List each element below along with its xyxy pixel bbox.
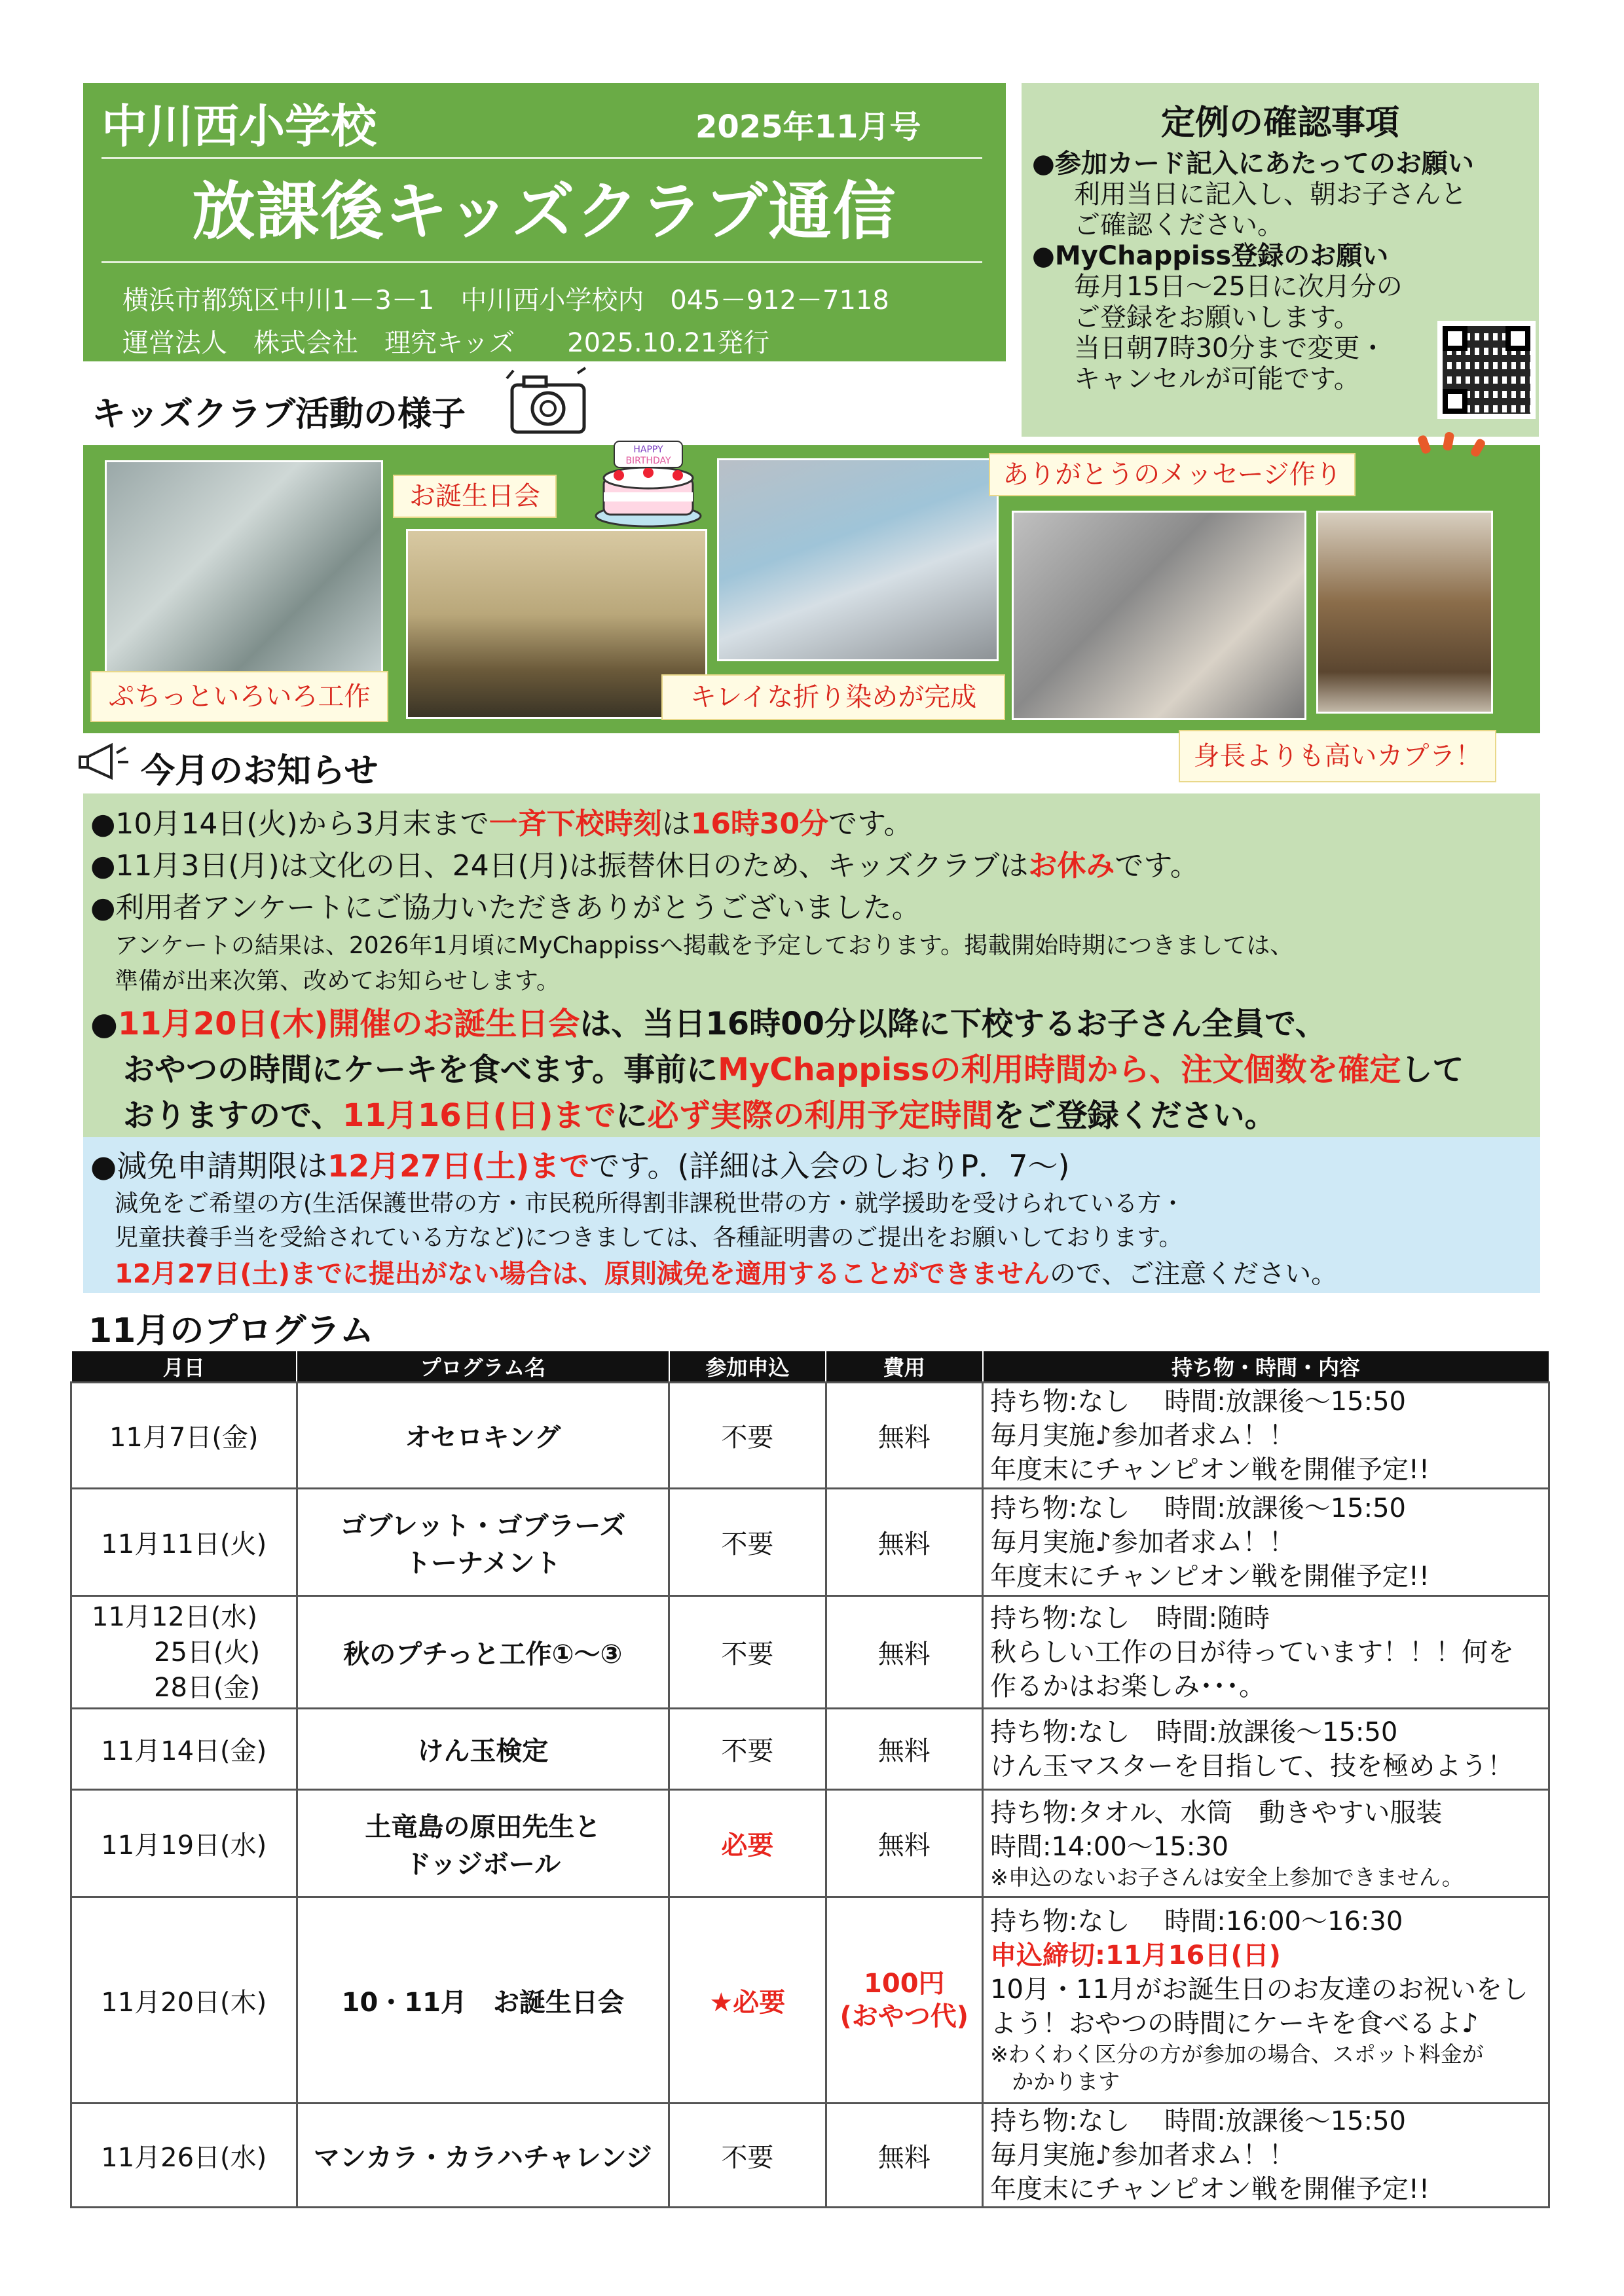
details-cell: 持ち物:タオル、水筒 動きやすい服装 時間:14:00～15:30 ※申込のないお子さんは安全上参加できません。 [983,1790,1549,1897]
program-name-cell: オセロキング [297,1383,669,1489]
caption-kapla: 身長よりも高いカプラ！ [1179,730,1496,782]
date-cell: 11月26日(水) [71,2104,297,2208]
caption-dye: キレイな折り染めが完成 [661,674,1005,720]
photo-kapla-tower [1316,511,1493,714]
qr-code[interactable] [1437,321,1536,419]
school-name: 中川西小学校 [101,100,377,153]
news-subline: 児童扶養手当を受給されている方など)につきましては、各種証明書のご提出をお願いしております。 [115,1224,1183,1251]
cake-text: BIRTHDAY [625,456,671,466]
date-cell: 11月20日(木) [71,1897,297,2104]
fee-cell: 無料 [826,1383,983,1489]
details-cell: 持ち物:なし 時間:随時 秋らしい工作の日が待っています！！！何を 作るかはお楽しみ･･･。 [983,1596,1549,1709]
program-name-cell: 土竜島の原田先生と ドッジボール [297,1790,669,1897]
column-header: 参加申込 [669,1351,826,1383]
apply-cell: 不要 [669,1489,826,1596]
column-header: 月日 [71,1351,297,1383]
date-cell: 11月7日(金) [71,1383,297,1489]
table-row [71,1489,1549,1596]
date-cell: 11月12日(水) 25日(火) 28日(金) [71,1596,297,1709]
news-subline: 準備が出来次第、改めてお知らせします。 [115,968,561,994]
apply-cell: ★必要 [669,1897,826,2104]
address: 横浜市都筑区中川1－3－1 中川西小学校内 045－912－7118 [122,285,889,316]
program-name-cell: 秋のプチっと工作①～③ [297,1596,669,1709]
notice-line: キャンセルが可能です。 [1074,364,1360,394]
caption-birthday: お誕生日会 [393,475,557,518]
operator: 運営法人 株式会社 理究キッズ 2025.10.21発行 [122,328,770,358]
table-row [71,1383,1549,1489]
table-row [71,1709,1549,1790]
table-row [71,1596,1549,1709]
fee-cell: 100円 (おやつ代) [826,1897,983,2104]
news-line: ●11月20日(木)開催のお誕生日会は、当日16時00分以降に下校するお子さん全員で、 [90,1006,1327,1042]
megaphone-icon [79,740,131,786]
table-header-row [71,1351,1549,1383]
news-subline: アンケートの結果は、2026年1月頃にMyChappissへ掲載を予定しております。掲載開始時期につきましては、 [115,932,1294,959]
news-line: おやつの時間にケーキを食べます。事前にMyChappissの利用時間から、注文個数を確定して [123,1051,1464,1088]
fee-cell: 無料 [826,2104,983,2208]
notice-item-head: ●MyChappiss登録のお願い [1032,241,1389,271]
news-section-title: 今月のお知らせ [141,752,378,791]
camera-icon [504,367,589,439]
column-header: 持ち物・時間・内容 [983,1351,1549,1383]
photo-fold-dyeing [717,458,999,661]
activity-section-title: キッズクラブ活動の様子 [92,395,466,434]
notice-line: ご確認ください。 [1074,210,1283,240]
apply-cell: 必要 [669,1790,826,1897]
divider [101,157,982,159]
date-cell: 11月14日(金) [71,1709,297,1790]
newsletter-title: 放課後キッズクラブ通信 [192,175,897,248]
news-subline: 12月27日(土)までに提出がない場合は、原則減免を適用することができませんので、ご注意ください。 [115,1259,1338,1289]
news-line: ●10月14日(火)から3月末まで一斉下校時刻は16時30分です。 [90,807,913,841]
details-cell: 持ち物:なし 時間:放課後～15:50 毎月実施♪参加者求ム！！ 年度末にチャンピオン戦を開催予定!! [983,1489,1549,1596]
fee-cell: 無料 [826,1709,983,1790]
apply-cell: 不要 [669,1596,826,1709]
apply-cell: 不要 [669,1709,826,1790]
program-name-cell: けん玉検定 [297,1709,669,1790]
photo-message-cards [1012,511,1306,720]
birthday-cake-icon [589,432,707,530]
apply-cell: 不要 [669,2104,826,2208]
notice-body [1032,149,1474,395]
apply-cell: 不要 [669,1383,826,1489]
program-name-cell: マンカラ・カラハチャレンジ [297,2104,669,2208]
issue-label: 2025年11月号 [695,109,921,145]
divider [101,261,982,263]
fee-cell: 無料 [826,1489,983,1596]
news-line: ●11月3日(月)は文化の日、24日(月)は振替休日のため、キッズクラブはお休みです。 [90,849,1199,883]
notice-title: 定例の確認事項 [1160,103,1399,143]
news-line: ●減免申請期限は12月27日(土)までです。(詳細は入会のしおりP．7～) [90,1148,1070,1184]
details-cell: 持ち物:なし 時間:放課後～15:50 けん玉マスターを目指して、技を極めよう！ [983,1709,1549,1790]
column-header: プログラム名 [297,1351,669,1383]
sparkle-icon [1414,429,1493,468]
date-cell: 11月19日(水) [71,1790,297,1897]
news-subline: 減免をご希望の方(生活保護世帯の方・市民税所得割非課税世帯の方・就学援助を受けられている方・ [115,1190,1185,1217]
notice-line: ご登録をお願いします。 [1074,302,1360,333]
details-cell: 持ち物:なし 時間:16:00～16:30 申込締切:11月16日(日) 10月・11月がお誕生日のお友達のお祝いをし よう！おやつの時間にケーキを食べるよ♪ ※わくわく区分の方が参加の場合、スポット料金が かかります [983,1897,1549,2104]
date-cell: 11月11日(火) [71,1489,297,1596]
notice-item-head: ●参加カード記入にあたってのお願い [1032,149,1474,179]
newsletter-header [83,83,1006,361]
fee-cell: 無料 [826,1790,983,1897]
caption-craft: ぷちっといろいろ工作 [90,671,388,722]
photo-craft [105,460,383,673]
program-name-cell: ゴブレット・ゴブラーズ トーナメント [297,1489,669,1596]
details-cell: 持ち物:なし 時間:放課後～15:50 毎月実施♪参加者求ム！！ 年度末にチャンピオン戦を開催予定!! [983,1383,1549,1489]
table-row [71,2104,1549,2208]
fee-cell: 無料 [826,1596,983,1709]
column-header: 費用 [826,1351,983,1383]
program-name-cell: 10・11月 お誕生日会 [297,1897,669,2104]
program-table [70,1350,1550,2208]
cake-text: HAPPY [633,445,663,455]
notice-line: 毎月15日～25日に次月分の [1074,272,1403,302]
notice-line: 当日朝7時30分まで変更・ [1074,333,1386,363]
notice-line: 利用当日に記入し、朝お子さんと [1074,179,1467,210]
table-row [71,1790,1549,1897]
news-line: ●利用者アンケートにご協力いただきありがとうございました。 [90,891,921,924]
table-row [71,1897,1549,2104]
news-line: おりますので、11月16日(日)までに必ず実際の利用予定時間をご登録ください。 [123,1097,1276,1134]
caption-message: ありがとうのメッセージ作り [989,453,1356,496]
program-section-title: 11月のプログラム [88,1311,374,1351]
details-cell: 持ち物:なし 時間:放課後～15:50 毎月実施♪参加者求ム！！ 年度末にチャンピオン戦を開催予定!! [983,2104,1549,2208]
